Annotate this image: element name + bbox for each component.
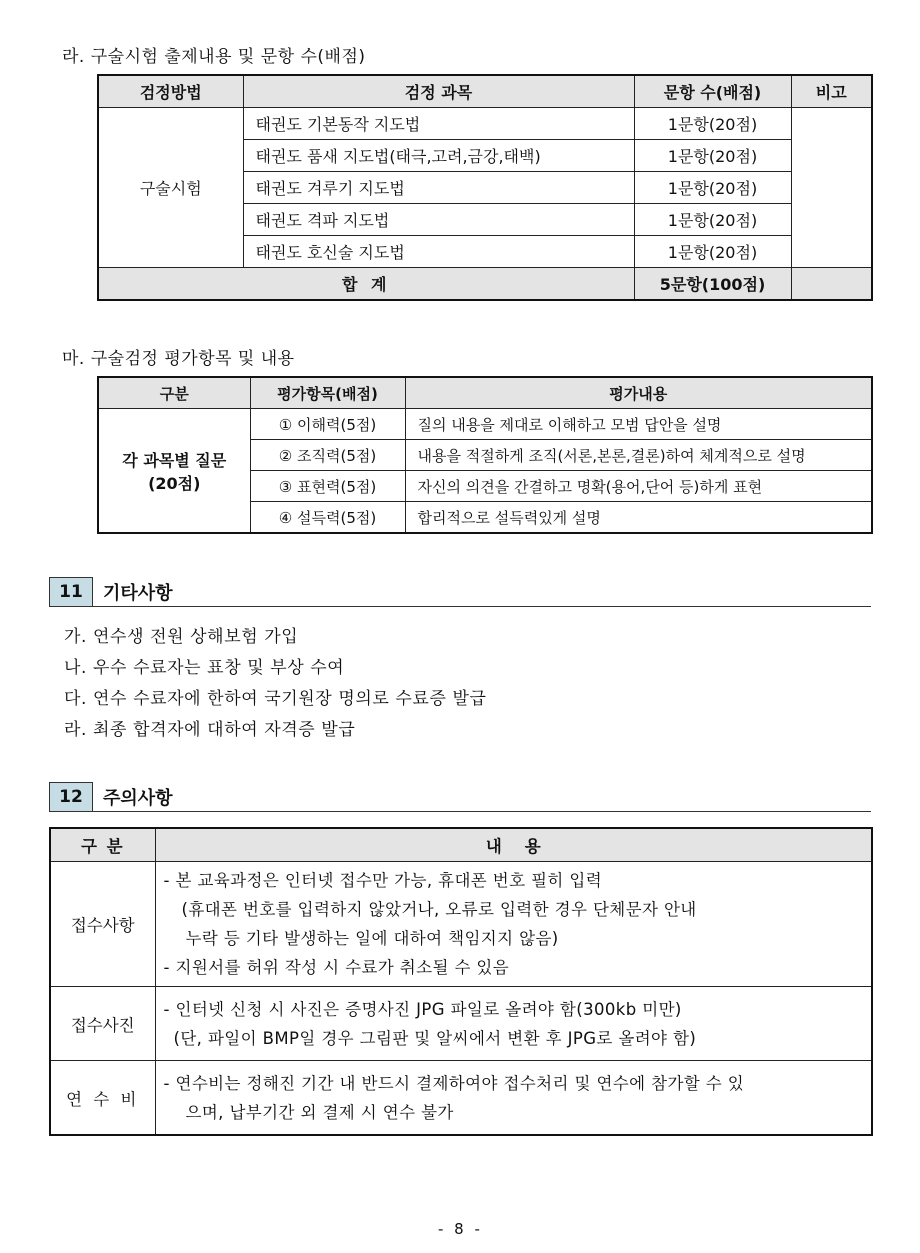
section-12-title: 주의사항 bbox=[103, 788, 173, 809]
method-cell: 구술시험 bbox=[98, 108, 243, 268]
header-subject: 검정 과목 bbox=[243, 75, 634, 108]
table-row bbox=[50, 1061, 872, 1136]
subject-cell: 태권도 품새 지도법(태극,고려,금강,태백) bbox=[243, 140, 634, 172]
row-label: 접수사진 bbox=[50, 987, 155, 1061]
total-remarks bbox=[791, 268, 872, 301]
subject-cell: 태권도 호신술 지도법 bbox=[243, 236, 634, 268]
content-line: 누락 등 기타 발생하는 일에 대하여 책임지지 않음) bbox=[185, 929, 559, 948]
content-line: - 연수비는 정해진 기간 내 반드시 결제하여야 접수처리 및 연수에 참가할 수 있 bbox=[163, 1073, 745, 1093]
table-header-row bbox=[98, 377, 872, 409]
item-cell: ④ 설득력(5점) bbox=[250, 502, 405, 534]
item-cell: ③ 표현력(5점) bbox=[250, 471, 405, 502]
item-cell: ① 이해력(5점) bbox=[250, 409, 405, 440]
section-11-title: 기타사항 bbox=[103, 583, 173, 604]
table-header-row bbox=[98, 75, 872, 108]
row-label: 연 수 비 bbox=[50, 1061, 155, 1136]
table-row bbox=[98, 108, 872, 140]
header-remarks: 비고 bbox=[791, 75, 872, 108]
section-11-number: 11 bbox=[49, 577, 93, 607]
table-row bbox=[50, 862, 872, 987]
section-12-divider bbox=[49, 811, 871, 812]
remarks-cell bbox=[791, 108, 872, 268]
total-label: 합 계 bbox=[98, 268, 634, 301]
subject-cell: 태권도 격파 지도법 bbox=[243, 204, 634, 236]
exam-content-table bbox=[97, 74, 873, 301]
total-value: 5문항(100점) bbox=[634, 268, 791, 301]
content-cell: 내용을 적절하게 조직(서론,본론,결론)하여 체계적으로 설명 bbox=[405, 440, 872, 471]
row-content bbox=[155, 987, 872, 1061]
header-category: 구분 bbox=[98, 377, 250, 409]
table-row bbox=[98, 409, 872, 440]
content-cell: 자신의 의견을 간결하고 명확(용어,단어 등)하게 표현 bbox=[405, 471, 872, 502]
section-11-header bbox=[49, 577, 173, 607]
header-method: 검정방법 bbox=[98, 75, 243, 108]
row-content bbox=[155, 1061, 872, 1136]
content-line: (휴대폰 번호를 입력하지 않았거나, 오류로 입력한 경우 단체문자 안내 bbox=[181, 900, 697, 919]
section-12-header bbox=[49, 782, 173, 812]
item-cell: ② 조직력(5점) bbox=[250, 440, 405, 471]
section-11-divider bbox=[49, 606, 871, 607]
table-row bbox=[50, 987, 872, 1061]
row-label: 접수사항 bbox=[50, 862, 155, 987]
category-line1: 각 과목별 질문 bbox=[122, 450, 227, 470]
list-item: 나. 우수 수료자는 표창 및 부상 수여 bbox=[64, 658, 345, 678]
list-item: 다. 연수 수료자에 한하여 국기원장 명의로 수료증 발급 bbox=[64, 689, 487, 709]
header-item: 평가항목(배점) bbox=[250, 377, 405, 409]
content-line: - 인터넷 신청 시 사진은 증명사진 JPG 파일로 올려야 함(300kb 미만) bbox=[163, 999, 682, 1019]
notice-table bbox=[49, 827, 873, 1136]
subject-cell: 태권도 기본동작 지도법 bbox=[243, 108, 634, 140]
content-line: - 본 교육과정은 인터넷 접수만 가능, 휴대폰 번호 필히 입력 bbox=[163, 871, 603, 890]
content-cell: 합리적으로 설득력있게 설명 bbox=[405, 502, 872, 534]
content-line: 으며, 납부기간 외 결제 시 연수 불가 bbox=[185, 1102, 454, 1122]
total-row bbox=[98, 268, 872, 301]
content-cell: 질의 내용을 제대로 이해하고 모범 답안을 설명 bbox=[405, 409, 872, 440]
category-line2: (20점) bbox=[148, 473, 201, 493]
row-content bbox=[155, 862, 872, 987]
header-count: 문항 수(배점) bbox=[634, 75, 791, 108]
table-header-row bbox=[50, 828, 872, 862]
list-item: 라. 최종 합격자에 대하여 자격증 발급 bbox=[64, 720, 356, 740]
subject-cell: 태권도 겨루기 지도법 bbox=[243, 172, 634, 204]
section-12-number: 12 bbox=[49, 782, 93, 812]
section-ra-heading: 라. 구술시험 출제내용 및 문항 수(배점) bbox=[62, 47, 366, 67]
category-cell bbox=[98, 409, 250, 534]
count-cell: 1문항(20점) bbox=[634, 108, 791, 140]
header-content: 내 용 bbox=[155, 828, 872, 862]
header-content: 평가내용 bbox=[405, 377, 872, 409]
count-cell: 1문항(20점) bbox=[634, 204, 791, 236]
content-line: (단, 파일이 BMP일 경우 그림판 및 알씨에서 변환 후 JPG로 올려야 함) bbox=[173, 1028, 697, 1048]
list-item: 가. 연수생 전원 상해보험 가입 bbox=[64, 627, 299, 647]
count-cell: 1문항(20점) bbox=[634, 236, 791, 268]
evaluation-table bbox=[97, 376, 873, 534]
header-division: 구 분 bbox=[50, 828, 155, 862]
content-line: - 지원서를 허위 작성 시 수료가 취소될 수 있음 bbox=[163, 958, 510, 977]
count-cell: 1문항(20점) bbox=[634, 140, 791, 172]
page-number: - 8 - bbox=[438, 1220, 483, 1238]
section-ma-heading: 마. 구술검정 평가항목 및 내용 bbox=[62, 349, 295, 369]
count-cell: 1문항(20점) bbox=[634, 172, 791, 204]
